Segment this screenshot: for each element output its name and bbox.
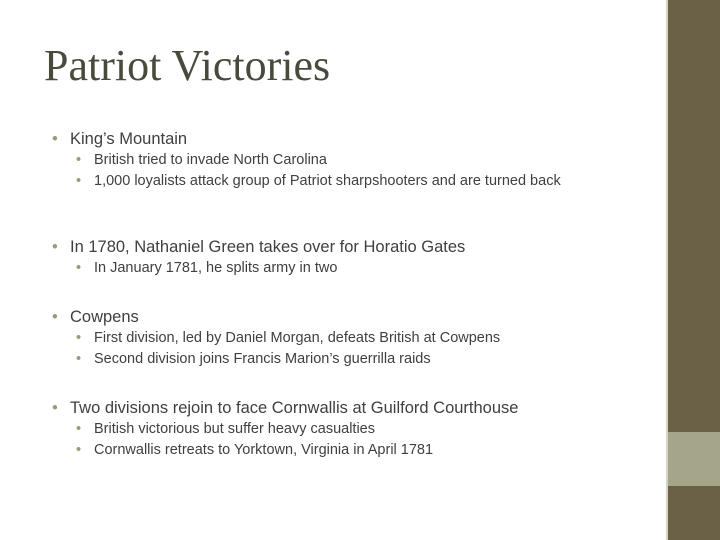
sub-bullet-item: • British victorious but suffer heavy casualties [52,419,652,440]
accent-block [668,432,720,486]
bullet-group-guilford [52,397,652,467]
bullet-list [52,128,652,467]
sub-bullet-item: • In January 1781, he splits army in two [52,258,652,279]
bullet-item: • Cowpens [52,306,652,328]
bullet-group-kings-mountain [52,128,652,236]
sub-bullet-item: • 1,000 loyalists attack group of Patriot sharpshooters and are turned back [52,171,652,192]
bullet-item: • In 1780, Nathaniel Green takes over for Horatio Gates [52,236,652,258]
slide-title: Patriot Victories [44,41,331,90]
bullet-item: • Two divisions rejoin to face Cornwallis at Guilford Courthouse [52,397,652,419]
sub-bullet-item: • Second division joins Francis Marion’s guerrilla raids [52,349,652,370]
bullet-group-greene [52,236,652,306]
sub-bullet-item: • British tried to invade North Carolina [52,150,652,171]
bullet-group-cowpens [52,306,652,397]
sub-bullet-item: • Cornwallis retreats to Yorktown, Virginia in April 1781 [52,440,652,461]
bullet-item: • King’s Mountain [52,128,652,150]
sub-bullet-item: • First division, led by Daniel Morgan, defeats British at Cowpens [52,328,652,349]
decorative-sidebar [666,0,720,540]
